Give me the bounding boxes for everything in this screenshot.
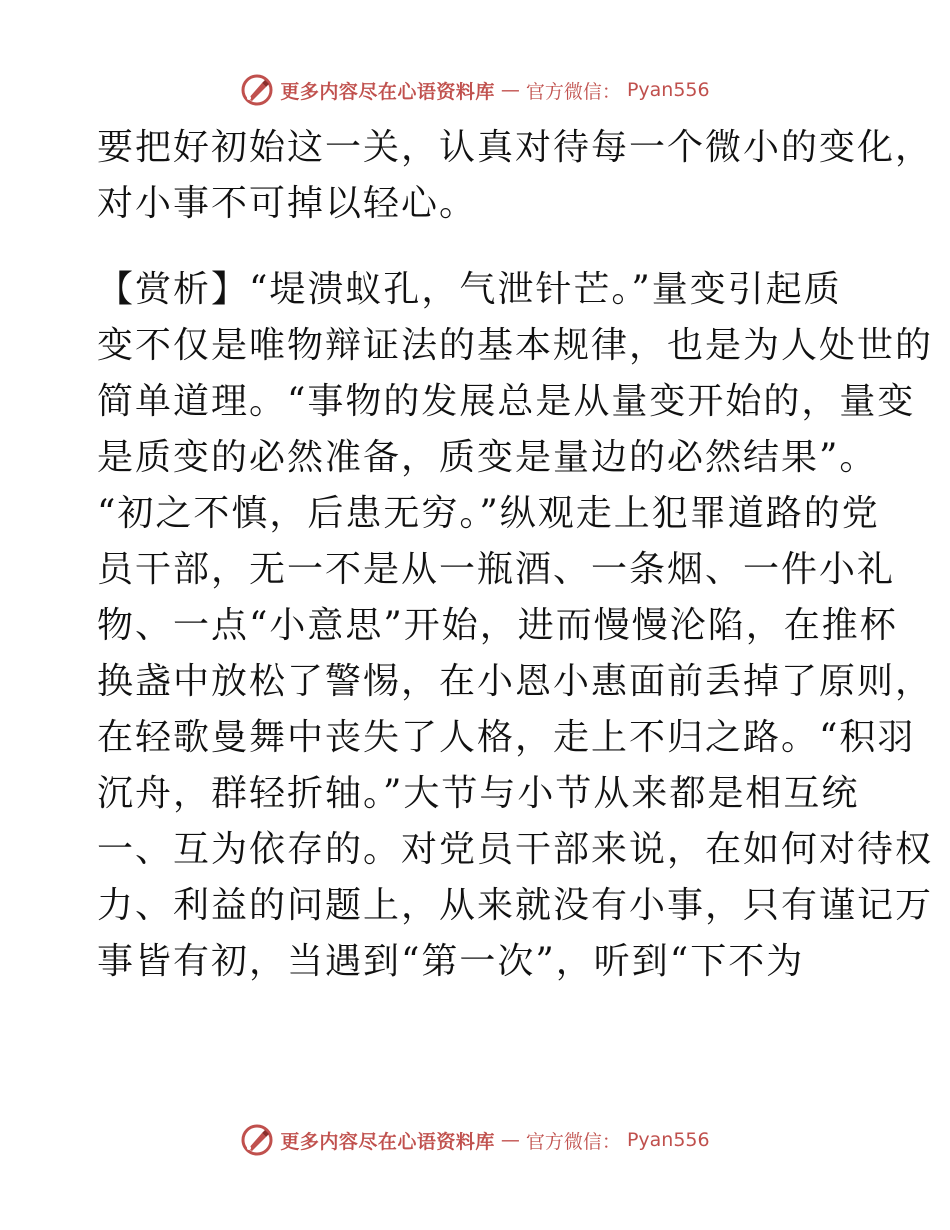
banner-official-label: 官方微信： [525,80,621,103]
text-line: “初之不慎，后患无穷。”纵观走上犯罪道路的党 [97,493,880,534]
text-line: 对小事不可掉以轻心。 [97,183,478,224]
banner-separator: — [500,1129,520,1151]
text-line: 换盏中放松了警惕，在小恩小惠面前丢掉了原则， [97,661,934,702]
text-line: 【赏析】“堤溃蚁孔，气泄针芒。”量变引起质 [97,269,842,310]
text-line: 物、一点“小意思”开始，进而慢慢沦陷，在推杯 [97,605,898,646]
text-line: 在轻歌曼舞中丧失了人格，走上不归之路。“积羽 [97,717,916,758]
text-line: 一、互为依存的。对党员干部来说，在如何对待权 [97,829,934,870]
text-line: 简单道理。“事物的发展总是从量变开始的，量变 [97,381,916,422]
footer-banner [0,1120,950,1160]
text-line: 要把好初始这一关，认真对待每一个微小的变化， [97,127,934,168]
text-line: 员干部，无一不是从一瓶酒、一条烟、一件小礼 [97,549,896,590]
header-banner [0,70,950,110]
banner-text: 更多内容尽在心语资料库 [280,1130,495,1153]
text-line: 是质变的必然准备，质变是量边的必然结果”。 [97,437,878,478]
text-line: 力、利益的问题上，从来就没有小事，只有谨记万 [97,885,934,926]
paragraph-1 [97,120,934,232]
paragraph-2 [97,262,934,990]
pen-in-circle-logo-icon [240,1123,274,1157]
banner-wechat-id: Pyan556 [626,79,710,101]
banner-separator: — [500,79,520,101]
text-line: 变不仅是唯物辩证法的基本规律，也是为人处世的 [97,325,934,366]
banner-text: 更多内容尽在心语资料库 [280,80,495,103]
text-line: 沉舟，群轻折轴。”大节与小节从来都是相互统 [97,773,860,814]
document-body [97,120,934,990]
text-line: 事皆有初，当遇到“第一次”，听到“下不为 [97,941,805,982]
banner-wechat-id: Pyan556 [626,1129,710,1151]
paragraph-gap [97,232,857,262]
pen-in-circle-logo-icon [240,73,274,107]
banner-official-label: 官方微信： [525,1130,621,1153]
